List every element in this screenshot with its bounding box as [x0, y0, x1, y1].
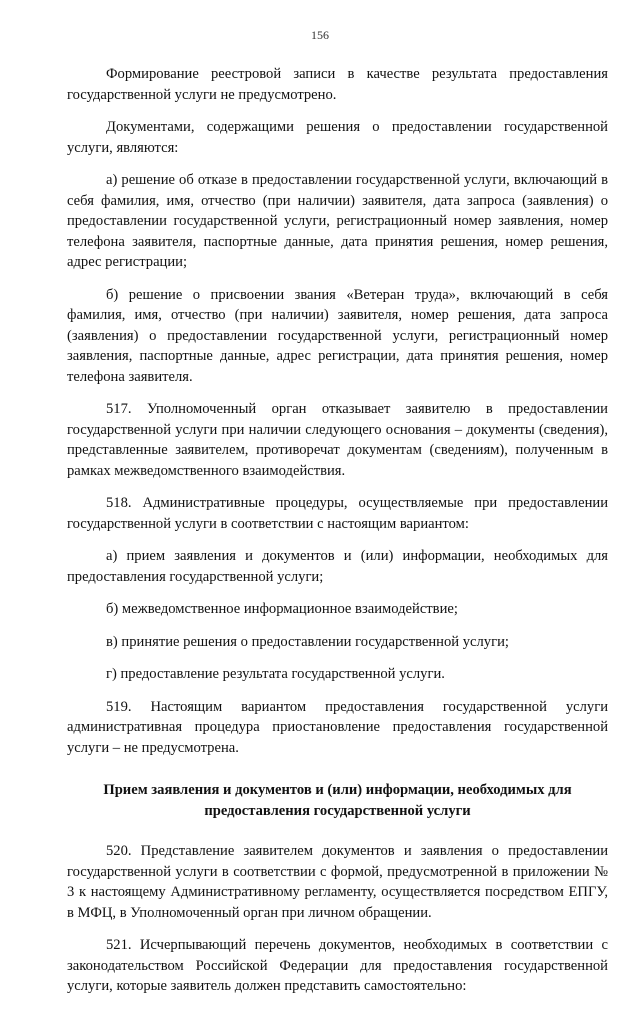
paragraph: 519. Настоящим вариантом предоставления государственной услуги административная процедура приостановление предоставления государственной услуги – не предусмотрена. — [67, 698, 608, 756]
document-body — [67, 64, 608, 1009]
paragraph: 520. Представление заявителем документов и заявления о предоставлении государственной услуги в соответствии с формой, предусмотренной в приложении № 3 к настоящему Административному регламенту, осуществляется посредством ЕПГУ, в МФЦ, в Уполномоченный орган при личном обращении. — [67, 843, 608, 921]
list-item: в) принятие решения о предоставлении государственной услуги; — [106, 633, 509, 650]
list-item: а) прием заявления и документов и (или) информации, необходимых для предоставления государственной услуги; — [67, 548, 608, 585]
list-item: а) решение об отказе в предоставлении государственной услуги, включающий в себя фамилия, имя, отчество (при наличии) заявителя, дата запроса (заявления) о предоставлении государственной услуги, регистрационный номер заявления, номер телефона заявителя, паспортные данные, дата принятия решения, номер решения, адрес регистрации; — [67, 172, 608, 270]
list-item: б) решение о присвоении звания «Ветеран труда», включающий в себя фамилия, имя, отчество (при наличии) заявителя, номер решения, дата запроса (заявления) о предоставлении государственной услуги, регистрационный номер заявления, паспортные данные, адрес регистрации, дата принятия решения, номер телефона заявителя. — [67, 286, 608, 385]
paragraph: Документами, содержащими решения о предоставлении государственной услуги, являются: — [67, 119, 608, 156]
list-item: г) предоставление результата государственной услуги. — [106, 666, 445, 682]
paragraph: Формирование реестровой записи в качестве результата предоставления государственной услуги не предусмотрено. — [67, 66, 608, 103]
page-number: 156 — [311, 28, 329, 42]
list-item: б) межведомственное информационное взаимодействие; — [106, 601, 458, 617]
section-heading: Прием заявления и документов и (или) информации, необходимых для предоставления государственной услуги — [103, 782, 572, 819]
paragraph: 517. Уполномоченный орган отказывает заявителю в предоставлении государственной услуги при наличии следующего основания – документы (сведения), представленные заявителем, противоречат документам (сведениям), полученным в рамках межведомственного взаимодействия. — [67, 401, 608, 479]
paragraph: 518. Административные процедуры, осуществляемые при предоставлении государственной услуги в соответствии с настоящим вариантом: — [67, 495, 608, 532]
paragraph: 521. Исчерпывающий перечень документов, необходимых в соответствии с законодательством Российской Федерации для предоставления государственной услуги, которые заявитель должен представить самостоятельно: — [67, 937, 608, 994]
